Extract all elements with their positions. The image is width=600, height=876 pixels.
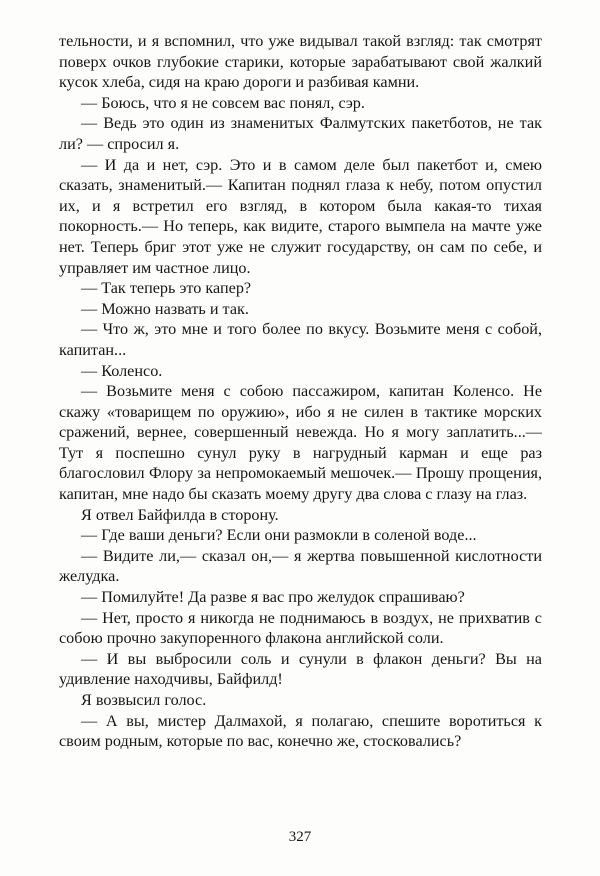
page-text: [59, 31, 542, 752]
paragraph-12: — Видите ли,— сказал он,— я жертва повышенной кислотности желудка.: [59, 546, 542, 586]
paragraph-6: — Можно назвать и так.: [81, 299, 249, 318]
paragraph-4: — И да и нет, сэр. Это и в самом деле был пакетбот и, смею сказать, знаменитый.— Капитан поднял глаза к небу, потом опустил их, и я встретил его взгляд, в котором была какая-то тихая покорность.— Но теперь, как видите, старого вымпела на мачте уже нет. Теперь бриг этот уже не служит государству, он сам по себе, и управляет им частное лицо.: [59, 155, 542, 277]
paragraph-15: — И вы выбросили соль и сунули в флакон деньги? Вы на удивление находчивы, Байфилд!: [59, 649, 542, 689]
paragraph-8: — Коленсо.: [81, 361, 163, 380]
paragraph-3: — Ведь это один из знаменитых Фалмутских пакетботов, не так ли? — спросил я.: [59, 114, 542, 153]
paragraph-16: Я возвысил голос.: [81, 691, 207, 709]
paragraph-11: — Где ваши деньги? Если они размокли в соленой воде...: [81, 526, 477, 545]
paragraph-14: — Нет, просто я никогда не поднимаюсь в воздух, не прихватив с собою прочно закупоренного флакона английской соли.: [59, 608, 542, 648]
paragraph-17: — А вы, мистер Далмахой, я полагаю, спешите воротиться к своим родным, которые по вас, конечно же, стосковались?: [59, 711, 542, 751]
paragraph-1: тельности, и я вспомнил, что уже видывал такой взгляд: так смотрят поверх очков глубокие старики, которые зарабатывают свой жалкий кусок хлеба, сидя на краю дороги и разбивая камни.: [59, 32, 542, 92]
paragraph-9: — Возьмите меня с собою пассажиром, капитан Коленсо. Не скажу «товарищем по оружию», ибо я не силен в тактике морских сражений, вернее, совершенный невежда. Но я могу заплатить...— Тут я поспешно сунул руку в нагрудный карман и еще раз благословил Флору за непромокаемый мешочек.— Прошу прощения, капитан, мне надо бы сказать моему другу два слова с глазу на глаз.: [59, 382, 542, 504]
paragraph-2: — Боюсь, что я не совсем вас понял, сэр.: [81, 93, 365, 112]
paragraph-7: — Что ж, это мне и того более по вкусу. Возьмите меня с собой, капитан...: [59, 320, 542, 359]
paragraph-13: — Помилуйте! Да разве я вас про желудок спрашиваю?: [81, 588, 465, 607]
paragraph-5: — Так теперь это капер?: [81, 279, 252, 298]
page-number: 327: [288, 829, 312, 845]
paragraph-10: Я отвел Байфилда в сторону.: [81, 505, 279, 524]
